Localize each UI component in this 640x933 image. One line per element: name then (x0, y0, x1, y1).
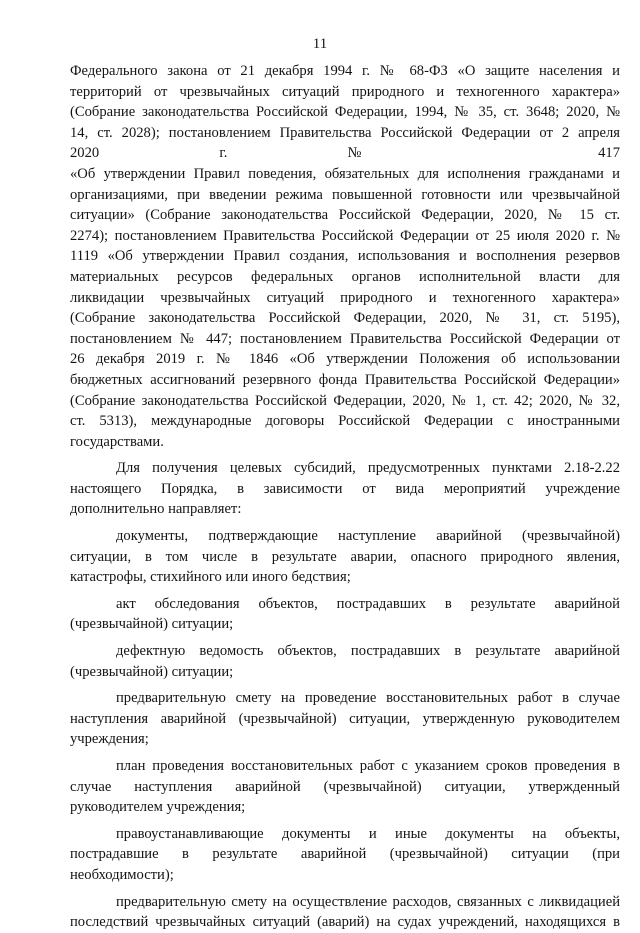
text-line: (Собрание законодательства Российской Федерации, 2020, № 31, ст. 5195), (70, 310, 620, 327)
text-line: настоящего Порядка, в зависимости от вида мероприятий учреждение (70, 480, 620, 497)
text-line: предварительную смету на осуществление расходов, связанных с ликвидацией (116, 893, 620, 910)
text-line: наступления аварийной (чрезвычайной) ситуации, утвержденную руководителем (70, 710, 620, 727)
document-body (70, 61, 620, 933)
text-line: пострадавшие в результате аварийной (чрезвычайной) ситуации (при (70, 846, 620, 863)
text-line: ликвидации чрезвычайных ситуаций природного и техногенного характера» (70, 289, 620, 306)
text-line: предварительную смету на проведение восстановительных работ в случае (116, 690, 620, 707)
text-line: акт обследования объектов, пострадавших в результате аварийной (116, 595, 620, 612)
text-line: (чрезвычайной) ситуации; (70, 663, 234, 680)
text-line: ситуации» (Собрание законодательства Российской Федерации, 2020, № 15 ст. (70, 207, 620, 224)
text-line: «Об утверждении Правил поведения, обязательных для исполнения гражданами и (70, 165, 620, 182)
text-line: материальных ресурсов федеральных органов исполнительной власти для (70, 268, 620, 285)
text-line: 2274); постановлением Правительства Российской Федерации от 25 июля 2020 г. № (70, 227, 620, 244)
text-line: (Собрание законодательства Российской Федерации, 2020, № 1, ст. 42; 2020, № 32, (70, 392, 620, 409)
text-line: (Собрание законодательства Российской Федерации, 1994, № 35, ст. 3648; 2020, № (70, 104, 620, 121)
text-line: документы, подтверждающие наступление аварийной (чрезвычайной) (116, 528, 620, 545)
text-line: государствами. (70, 433, 164, 450)
text-line: ситуации, в том числе в результате аварии, опасного природного явления, (70, 548, 620, 565)
text-line: план проведения восстановительных работ с указанием сроков проведения в (116, 758, 620, 774)
text-line: правоустанавливающие документы и иные документы на объекты, (116, 825, 620, 842)
text-line: дополнительно направляет: (70, 501, 242, 518)
text-line: ст. 5313), международные договоры Российской Федерации с иностранными (70, 413, 620, 430)
text-line: (чрезвычайной) ситуации; (70, 616, 234, 633)
text-line: случае наступления аварийной (чрезвычайной) ситуации, утвержденный (70, 778, 620, 795)
page-number: 11 (312, 36, 328, 52)
text-line: дефектную ведомость объектов, пострадавших в результате аварийной (116, 643, 620, 660)
text-line: территорий от чрезвычайных ситуаций природного и техногенного характера» (70, 83, 620, 100)
text-line: необходимости); (70, 866, 174, 883)
text-line: 14, ст. 2028); постановлением Правительства Российской Федерации от 2 апреля (70, 124, 620, 141)
text-line: 2020 г. № 417 (70, 145, 620, 162)
text-line: катастрофы, стихийного или иного бедствия; (70, 569, 351, 586)
text-line: бюджетных ассигнований резервного фонда Правительства Российской Федерации» (70, 371, 620, 388)
text-line: учреждения; (70, 731, 149, 748)
text-line: 26 декабря 2019 г. № 1846 «Об утверждении Положения об использовании (70, 351, 620, 368)
text-line: Федерального закона от 21 декабря 1994 г. № 68-ФЗ «О защите населения и (70, 63, 620, 79)
text-line: Для получения целевых субсидий, предусмотренных пунктами 2.18-2.22 (116, 460, 620, 477)
text-line: 1119 «Об утверждении Правил создания, использования и восполнения резервов (70, 248, 620, 265)
text-line: постановлением № 447; постановлением Правительства Российской Федерации от (70, 330, 620, 347)
text-line: организациями, при введении режима повышенной готовности или чрезвычайной (70, 186, 620, 203)
text-line: последствий чрезвычайных ситуаций (аварий) на судах учреждений, находящихся в (70, 914, 620, 931)
text-line: руководителем учреждения; (70, 799, 246, 816)
